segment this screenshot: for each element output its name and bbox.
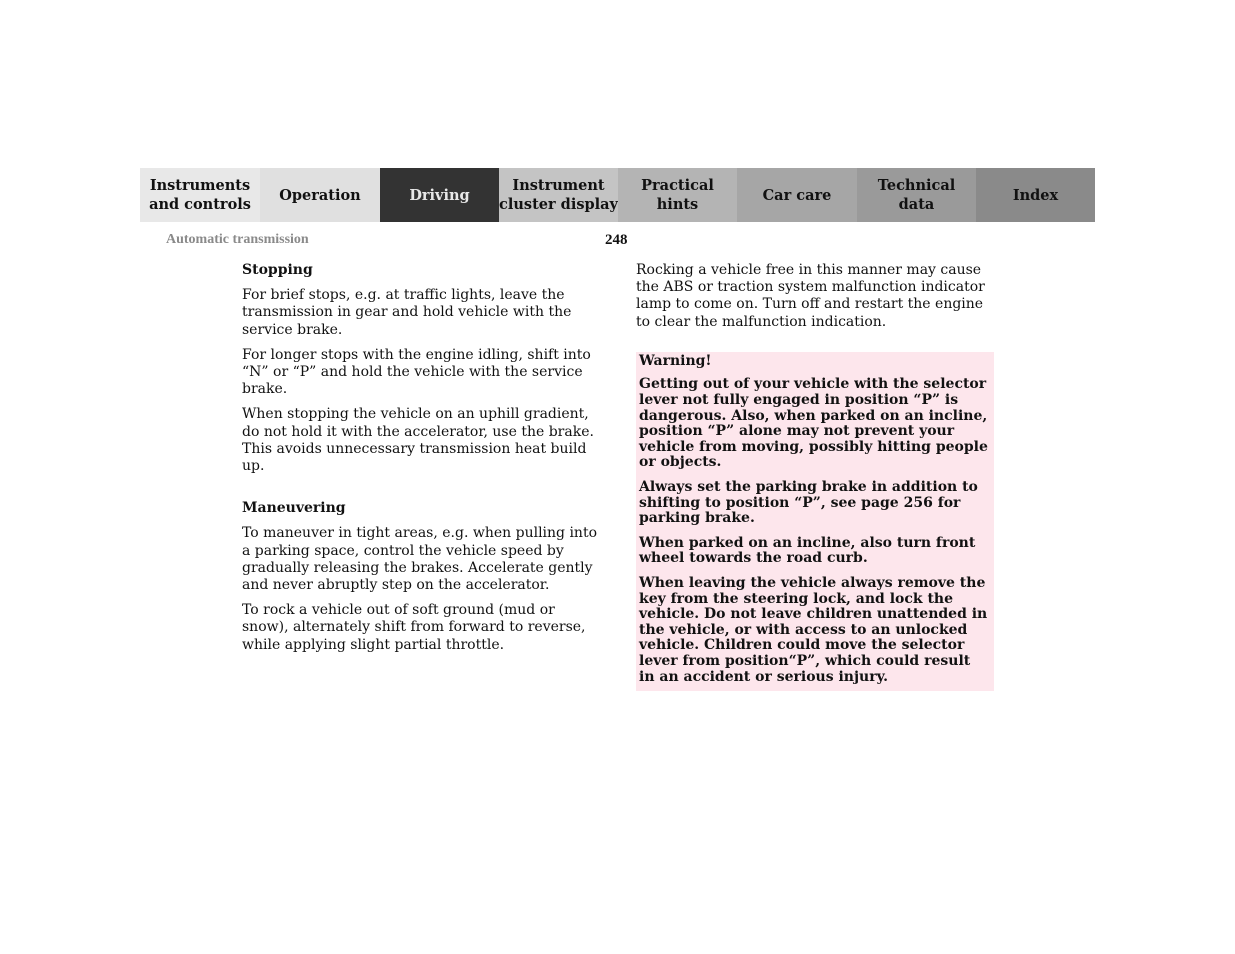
right-column bbox=[636, 262, 994, 691]
stopping-paragraph: For brief stops, e.g. at traffic lights, leave the transmission in gear and hold vehicle with the service brake. bbox=[242, 287, 572, 338]
stopping-paragraph: When stopping the vehicle on an uphill gradient, do not hold it with the accelerator, use the brake. This avoids unnecessary transmission heat build up. bbox=[242, 406, 594, 475]
tab-operation[interactable]: Operation bbox=[260, 168, 380, 222]
section-title: Automatic transmission bbox=[166, 232, 309, 247]
tab-instrument-cluster-display[interactable]: Instrument cluster display bbox=[499, 168, 618, 222]
stopping-heading: Stopping bbox=[242, 262, 313, 278]
tab-practical-hints[interactable]: Practical hints bbox=[618, 168, 737, 222]
tab-driving[interactable]: Driving bbox=[380, 168, 499, 222]
section-spacer bbox=[242, 483, 604, 500]
tab-instruments-and-controls[interactable]: Instruments and controls bbox=[140, 168, 260, 222]
left-column bbox=[242, 262, 604, 662]
tab-index[interactable]: Index bbox=[976, 168, 1095, 222]
tab-technical-data[interactable]: Technical data bbox=[857, 168, 976, 222]
warning-paragraph: Getting out of your vehicle with the selector lever not fully engaged in position “P” is dangerous. Also, when parked on an incline, position “P” alone may not prevent your vehicle from moving, possibly hitting people or objects. bbox=[639, 376, 988, 471]
chapter-nav-bar bbox=[140, 168, 1095, 222]
warning-paragraph: When leaving the vehicle always remove the key from the steering lock, and lock the vehicle. Do not leave children unattended in the vehicle, or with access to an unlocked vehicle. Children could move the selector lever from position“P”, which could result in an accident or serious injury. bbox=[639, 574, 988, 685]
warning-title: Warning! bbox=[639, 352, 712, 369]
rocking-note-paragraph: Rocking a vehicle free in this manner may cause the ABS or traction system malfunction indicator lamp to come on. Turn off and restart the engine to clear the malfunction indication. bbox=[636, 262, 985, 330]
stopping-paragraph: For longer stops with the engine idling, shift into “N” or “P” and hold the vehicle with the service brake. bbox=[242, 346, 591, 398]
warning-paragraph: When parked on an incline, also turn front wheel towards the road curb. bbox=[639, 534, 976, 567]
maneuvering-paragraph: To maneuver in tight areas, e.g. when pulling into a parking space, control the vehicle speed by gradually releasing the brakes. Accelerate gently and never abruptly step on the accelerator. bbox=[242, 525, 598, 594]
warning-box bbox=[636, 352, 994, 691]
warning-paragraph: Always set the parking brake in addition to shifting to position “P”, see page 256 for parking brake. bbox=[639, 478, 978, 527]
page-number: 248 bbox=[605, 232, 628, 248]
maneuvering-heading: Maneuvering bbox=[242, 500, 346, 517]
maneuvering-paragraph: To rock a vehicle out of soft ground (mud or snow), alternately shift from forward to reverse, while applying slight partial throttle. bbox=[242, 602, 586, 653]
tab-car-care[interactable]: Car care bbox=[737, 168, 857, 222]
